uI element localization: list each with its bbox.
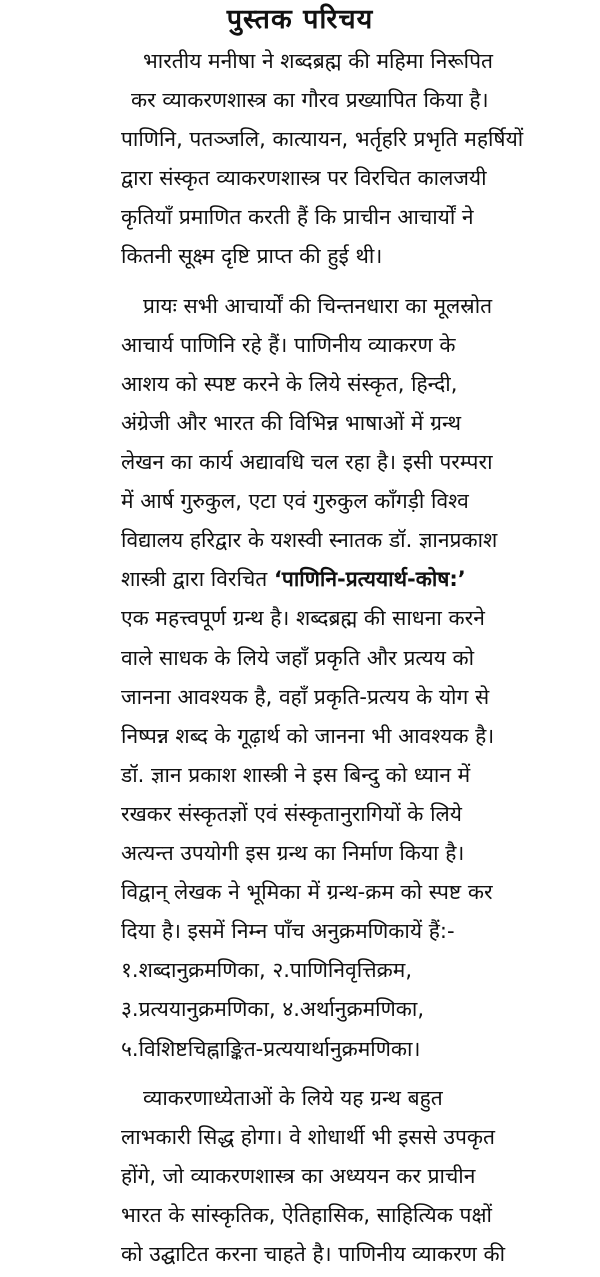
text-line: एक महत्त्वपूर्ण ग्रन्थ है। शब्दब्रह्म की साधना करने	[121, 606, 485, 630]
text-line: कृतियाँ प्रमाणित करती हैं कि प्राचीन आचार्यों ने	[121, 205, 474, 229]
text-line: विद्वान् लेखक ने भूमिका में ग्रन्थ-क्रम को स्पष्ट कर	[121, 880, 493, 904]
text-line: डॉ. ज्ञान प्रकाश शास्त्री ने इस बिन्दु को ध्यान में	[121, 763, 471, 787]
text-line: पाणिनि, पतञ्जलि, कात्यायन, भर्तृहरि प्रभृति महर्षियों	[121, 127, 524, 151]
text-line: आचार्य पाणिनि रहे हैं। पाणिनीय व्याकरण के	[121, 333, 456, 357]
text-line: व्याकरणाध्येताओं के लिये यह ग्रन्थ बहुत	[143, 1086, 443, 1110]
text-segment: शास्त्री द्वारा विरचित	[121, 567, 268, 591]
text-line: भारत के सांस्कृतिक, ऐतिहासिक, साहित्यिक पक्षों	[121, 1203, 492, 1227]
text-line: कितनी सूक्ष्म दृष्टि प्राप्त की हुई थी।	[121, 244, 383, 268]
text-line: विद्यालय हरिद्वार के यशस्वी स्नातक डॉ. ज्ञानप्रकाश	[121, 528, 498, 552]
book-title-quote: ‘पाणिनि-प्रत्ययार्थ-कोष:’	[273, 567, 466, 591]
text-line: रखकर संस्कृतज्ञों एवं संस्कृतानुरागियों के लिये	[121, 802, 462, 826]
text-line: दिया है। इसमें निम्न पाँच अनुक्रमणिकायें हैं:-	[121, 919, 455, 943]
page-title: पुस्तक परिचय	[226, 4, 374, 35]
text-line: द्वारा संस्कृत व्याकरणशास्त्र पर विरचित कालजयी	[121, 166, 487, 190]
text-line: कर व्याकरणशास्त्र का गौरव प्रख्यापित किया है।	[131, 88, 489, 112]
text-line: जानना आवश्यक है, वहाँ प्रकृति-प्रत्यय के योग से	[121, 685, 490, 709]
text-line: ५.विशिष्टचिह्नाङ्कित-प्रत्ययार्थानुक्रमणिका।	[121, 1037, 421, 1061]
text-line: लेखन का कार्य अद्यावधि चल रहा है। इसी परम्परा	[121, 450, 493, 474]
text-line: प्रायः सभी आचार्यों की चिन्तनधारा का मूलस्रोत	[143, 294, 493, 318]
text-line: को उद्घाटित करना चाहते है। पाणिनीय व्याकरण की	[121, 1242, 506, 1266]
text-line: लाभकारी सिद्ध होगा। वे शोधार्थी भी इससे उपकृत	[121, 1125, 496, 1149]
text-line: होंगे, जो व्याकरणशास्त्र का अध्ययन कर प्राचीन	[121, 1164, 476, 1188]
text-line: १.शब्दानुक्रमणिका, २.पाणिनिवृत्तिक्रम,	[121, 958, 413, 982]
text-line: ३.प्रत्ययानुक्रमणिका, ४.अर्थानुक्रमणिका,	[121, 997, 425, 1021]
text-line: वाले साधक के लिये जहाँ प्रकृति और प्रत्यय को	[121, 646, 475, 670]
text-line: में आर्ष गुरुकुल, एटा एवं गुरुकुल काँगड़ी विश्व	[121, 489, 469, 513]
text-line: निष्पन्न शब्द के गूढ़ार्थ को जानना भी आवश्यक है।	[121, 724, 495, 748]
text-line: आशय को स्पष्ट करने के लिये संस्कृत, हिन्दी,	[121, 372, 458, 396]
text-line: अंग्रेजी और भारत की विभिन्न भाषाओं में ग्रन्थ	[121, 411, 461, 435]
text-line: अत्यन्त उपयोगी इस ग्रन्थ का निर्माण किया है।	[121, 841, 465, 865]
text-line: भारतीय मनीषा ने शब्दब्रह्म की महिमा निरूपित	[143, 49, 494, 73]
text-line	[121, 564, 466, 594]
